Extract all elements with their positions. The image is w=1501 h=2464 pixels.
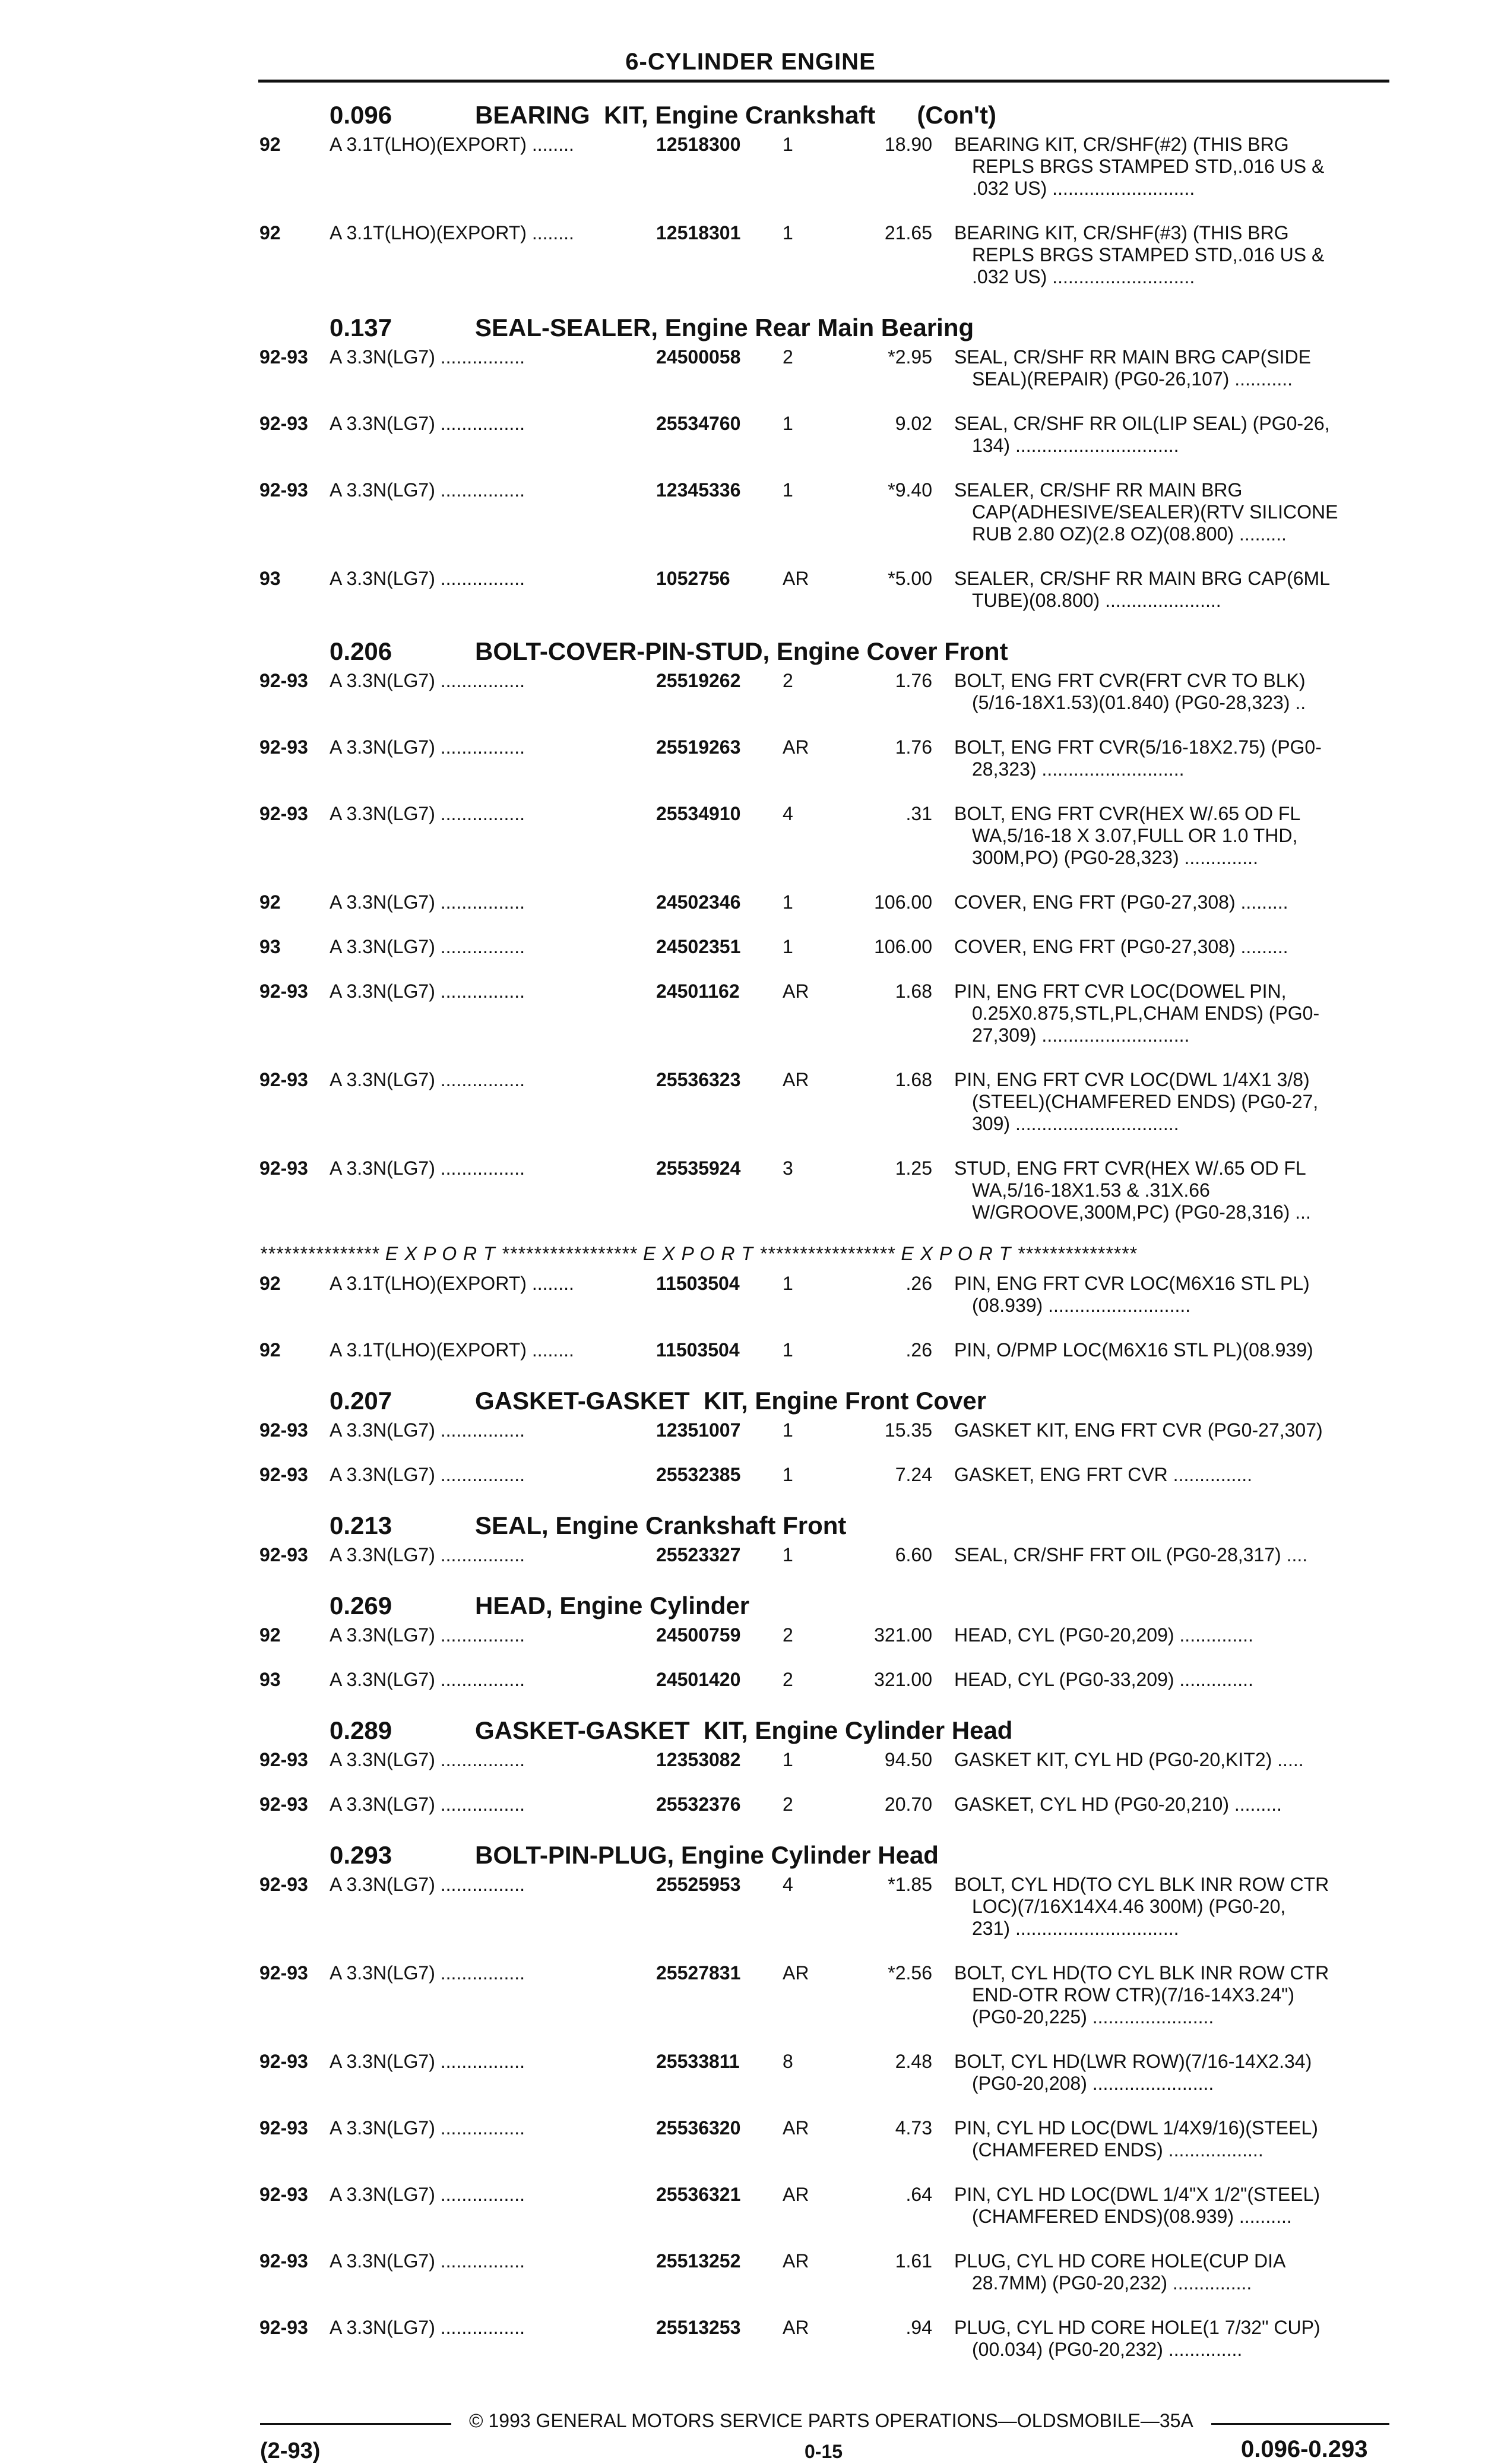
quantity: 1 xyxy=(783,891,793,913)
model-year: 92 xyxy=(259,1273,281,1294)
price: *5.00 xyxy=(888,568,932,589)
price: *1.85 xyxy=(888,1874,932,1895)
application: A 3.3N(LG7) ................ xyxy=(330,1874,525,1895)
model-year: 92-93 xyxy=(259,2250,308,2272)
description-line: SEALER, CR/SHF RR MAIN BRG xyxy=(954,479,1243,501)
description-line: PIN, O/PMP LOC(M6X16 STL PL)(08.939) xyxy=(954,1339,1313,1361)
application: A 3.3N(LG7) ................ xyxy=(330,1669,525,1690)
application: A 3.3N(LG7) ................ xyxy=(330,1464,525,1485)
description xyxy=(954,1273,1391,1317)
price: .64 xyxy=(905,2184,932,2205)
model-year: 92-93 xyxy=(259,980,308,1002)
application: A 3.3N(LG7) ................ xyxy=(330,479,525,501)
model-year: 92-93 xyxy=(259,1464,308,1485)
part-number: 25519263 xyxy=(656,736,741,758)
quantity: 1 xyxy=(783,1464,793,1485)
description-line: BEARING KIT, CR/SHF(#2) (THIS BRG xyxy=(954,134,1289,155)
description xyxy=(954,2250,1391,2294)
price: 18.90 xyxy=(884,134,932,155)
application: A 3.3N(LG7) ................ xyxy=(330,891,525,913)
part-number: 25513253 xyxy=(656,2317,741,2338)
description-line: 309) ............................... xyxy=(972,1113,1179,1134)
application: A 3.3N(LG7) ................ xyxy=(330,1419,525,1441)
quantity: AR xyxy=(783,1069,809,1090)
description xyxy=(954,2317,1391,2361)
description-line: PIN, ENG FRT CVR LOC(DOWEL PIN, xyxy=(954,980,1287,1002)
part-number: 25533811 xyxy=(656,2051,740,2072)
model-year: 92-93 xyxy=(259,346,308,368)
model-year: 92 xyxy=(259,1624,281,1646)
quantity: AR xyxy=(783,568,809,589)
quantity: 3 xyxy=(783,1157,793,1179)
part-number: 25536323 xyxy=(656,1069,741,1090)
footer-copyright: © 1993 GENERAL MOTORS SERVICE PARTS OPERATIONS—OLDSMOBILE—35A xyxy=(469,2410,1193,2431)
description xyxy=(954,736,1391,780)
model-year: 92 xyxy=(259,1339,281,1361)
description-line: BEARING KIT, CR/SHF(#3) (THIS BRG xyxy=(954,222,1289,243)
application: A 3.3N(LG7) ................ xyxy=(330,1794,525,1815)
part-number: 24501420 xyxy=(656,1669,741,1690)
part-number: 25527831 xyxy=(656,1962,741,1984)
quantity: 1 xyxy=(783,222,793,243)
price: 9.02 xyxy=(895,413,932,434)
description xyxy=(954,2051,1391,2095)
section-number: 0.289 xyxy=(330,1716,392,1744)
description-line: SEAL, CR/SHF RR MAIN BRG CAP(SIDE xyxy=(954,346,1311,368)
description xyxy=(954,1419,1391,1441)
model-year: 92-93 xyxy=(259,736,308,758)
quantity: AR xyxy=(783,2250,809,2272)
application: A 3.3N(LG7) ................ xyxy=(330,980,525,1002)
description-line: (5/16-18X1.53)(01.840) (PG0-28,323) .. xyxy=(972,692,1306,713)
price: 106.00 xyxy=(874,936,932,957)
part-number: 25525953 xyxy=(656,1874,741,1895)
part-number: 12345336 xyxy=(656,479,741,501)
section-title: HEAD, Engine Cylinder xyxy=(475,1592,750,1620)
description-line: GASKET, CYL HD (PG0-20,210) ......... xyxy=(954,1794,1282,1815)
section-number: 0.096 xyxy=(330,101,392,129)
price: 94.50 xyxy=(884,1749,932,1770)
description-line: COVER, ENG FRT (PG0-27,308) ......... xyxy=(954,891,1288,913)
description-line: GASKET KIT, ENG FRT CVR (PG0-27,307) xyxy=(954,1419,1323,1441)
quantity: 1 xyxy=(783,1419,793,1441)
quantity: 2 xyxy=(783,1794,793,1815)
description-line: .032 US) ........................... xyxy=(972,178,1195,199)
application: A 3.1T(LHO)(EXPORT) ........ xyxy=(330,1339,574,1361)
description xyxy=(954,1069,1391,1135)
description-line: WA,5/16-18 X 3.07,FULL OR 1.0 THD, xyxy=(972,825,1298,846)
price: *2.95 xyxy=(888,346,932,368)
description-line: PIN, CYL HD LOC(DWL 1/4X9/16)(STEEL) xyxy=(954,2117,1318,2139)
footer-page-number: 0-15 xyxy=(805,2441,843,2462)
part-number: 25513252 xyxy=(656,2250,741,2272)
price: .26 xyxy=(905,1273,932,1294)
application: A 3.3N(LG7) ................ xyxy=(330,1749,525,1770)
part-number: 24501162 xyxy=(656,980,740,1002)
description xyxy=(954,134,1391,200)
description xyxy=(954,670,1391,714)
footer-rule-left xyxy=(260,2423,451,2425)
quantity: 2 xyxy=(783,1624,793,1646)
description xyxy=(954,980,1391,1046)
part-number: 12518300 xyxy=(656,134,741,155)
section-number: 0.293 xyxy=(330,1841,392,1869)
part-number: 1052756 xyxy=(656,568,730,589)
application: A 3.3N(LG7) ................ xyxy=(330,2184,525,2205)
part-number: 25536320 xyxy=(656,2117,741,2139)
section-title: SEAL-SEALER, Engine Rear Main Bearing xyxy=(475,314,974,341)
price: 321.00 xyxy=(874,1669,932,1690)
description-line: PIN, ENG FRT CVR LOC(DWL 1/4X1 3/8) xyxy=(954,1069,1310,1090)
description xyxy=(954,413,1391,457)
model-year: 92-93 xyxy=(259,2184,308,2205)
part-number: 25532385 xyxy=(656,1464,741,1485)
price: *2.56 xyxy=(888,1962,932,1984)
model-year: 92-93 xyxy=(259,803,308,824)
quantity: 1 xyxy=(783,479,793,501)
model-year: 93 xyxy=(259,1669,281,1690)
description xyxy=(954,2117,1391,2161)
description-line: .032 US) ........................... xyxy=(972,266,1195,287)
model-year: 93 xyxy=(259,568,281,589)
description-line: PLUG, CYL HD CORE HOLE(1 7/32" CUP) xyxy=(954,2317,1320,2338)
description-line: 300M,PO) (PG0-28,323) .............. xyxy=(972,847,1258,868)
price: 106.00 xyxy=(874,891,932,913)
price: 4.73 xyxy=(895,2117,932,2139)
application: A 3.3N(LG7) ................ xyxy=(330,2317,525,2338)
model-year: 92-93 xyxy=(259,2051,308,2072)
part-number: 12518301 xyxy=(656,222,741,243)
application: A 3.3N(LG7) ................ xyxy=(330,2051,525,2072)
description xyxy=(954,346,1391,390)
description-line: REPLS BRGS STAMPED STD,.016 US & xyxy=(972,156,1325,177)
quantity: AR xyxy=(783,980,809,1002)
application: A 3.3N(LG7) ................ xyxy=(330,803,525,824)
quantity: AR xyxy=(783,736,809,758)
section-title: GASKET-GASKET KIT, Engine Front Cover xyxy=(475,1387,987,1415)
application: A 3.3N(LG7) ................ xyxy=(330,568,525,589)
footer-rule-right xyxy=(1211,2423,1389,2425)
part-number: 11503504 xyxy=(656,1339,740,1361)
quantity: 4 xyxy=(783,1874,793,1895)
application: A 3.3N(LG7) ................ xyxy=(330,670,525,691)
description xyxy=(954,568,1391,612)
description-line: REPLS BRGS STAMPED STD,.016 US & xyxy=(972,244,1325,265)
part-number: 24502346 xyxy=(656,891,741,913)
description xyxy=(954,1669,1391,1691)
description xyxy=(954,1624,1391,1646)
price: .94 xyxy=(905,2317,932,2338)
section-number: 0.269 xyxy=(330,1592,392,1620)
header-rule xyxy=(258,80,1389,83)
description-line: 27,309) ............................ xyxy=(972,1024,1190,1046)
description xyxy=(954,891,1391,913)
section-title: BOLT-PIN-PLUG, Engine Cylinder Head xyxy=(475,1841,939,1869)
description-line: SEALER, CR/SHF RR MAIN BRG CAP(6ML xyxy=(954,568,1330,589)
description-line: BOLT, CYL HD(TO CYL BLK INR ROW CTR xyxy=(954,1874,1329,1895)
model-year: 92-93 xyxy=(259,1749,308,1770)
description-line: BOLT, ENG FRT CVR(HEX W/.65 OD FL xyxy=(954,803,1301,824)
model-year: 92-93 xyxy=(259,2317,308,2338)
model-year: 92-93 xyxy=(259,1874,308,1895)
quantity: 1 xyxy=(783,1749,793,1770)
page-title: 6-CYLINDER ENGINE xyxy=(625,49,876,75)
price: 1.68 xyxy=(895,980,932,1002)
quantity: 1 xyxy=(783,1339,793,1361)
description-line: PIN, ENG FRT CVR LOC(M6X16 STL PL) xyxy=(954,1273,1310,1294)
description xyxy=(954,1794,1391,1815)
application: A 3.3N(LG7) ................ xyxy=(330,936,525,957)
description xyxy=(954,222,1391,288)
model-year: 92-93 xyxy=(259,413,308,434)
price: 1.61 xyxy=(895,2250,932,2272)
model-year: 93 xyxy=(259,936,281,957)
part-number: 24502351 xyxy=(656,936,741,957)
quantity: 2 xyxy=(783,346,793,368)
description-line: (00.034) (PG0-20,232) .............. xyxy=(972,2339,1243,2360)
footer-date: (2-93) xyxy=(260,2438,321,2463)
description-line: (CHAMFERED ENDS)(08.939) .......... xyxy=(972,2206,1292,2227)
description xyxy=(954,1874,1391,1940)
model-year: 92-93 xyxy=(259,2117,308,2139)
description-line: 28.7MM) (PG0-20,232) ............... xyxy=(972,2272,1252,2294)
description-line: GASKET, ENG FRT CVR ............... xyxy=(954,1464,1253,1485)
description-line: 231) ............................... xyxy=(972,1918,1179,1939)
model-year: 92-93 xyxy=(259,1544,308,1565)
description xyxy=(954,803,1391,869)
model-year: 92-93 xyxy=(259,670,308,691)
part-number: 24500058 xyxy=(656,346,741,368)
price: 1.25 xyxy=(895,1157,932,1179)
quantity: 1 xyxy=(783,134,793,155)
part-number: 12351007 xyxy=(656,1419,741,1441)
application: A 3.3N(LG7) ................ xyxy=(330,1069,525,1090)
price: .26 xyxy=(905,1339,932,1361)
description-line: 0.25X0.875,STL,PL,CHAM ENDS) (PG0- xyxy=(972,1002,1320,1024)
model-year: 92 xyxy=(259,134,281,155)
description-line: (STEEL)(CHAMFERED ENDS) (PG0-27, xyxy=(972,1091,1319,1112)
model-year: 92-93 xyxy=(259,1069,308,1090)
model-year: 92-93 xyxy=(259,1157,308,1179)
description-line: (CHAMFERED ENDS) .................. xyxy=(972,2139,1264,2161)
application: A 3.3N(LG7) ................ xyxy=(330,1624,525,1646)
section-number: 0.137 xyxy=(330,314,392,341)
description xyxy=(954,1157,1391,1223)
application: A 3.1T(LHO)(EXPORT) ........ xyxy=(330,134,574,155)
application: A 3.1T(LHO)(EXPORT) ........ xyxy=(330,1273,574,1294)
description-line: LOC)(7/16X14X4.46 300M) (PG0-20, xyxy=(972,1896,1286,1917)
description-line: GASKET KIT, CYL HD (PG0-20,KIT2) ..... xyxy=(954,1749,1304,1770)
description-line: STUD, ENG FRT CVR(HEX W/.65 OD FL xyxy=(954,1157,1306,1179)
section-title: SEAL, Engine Crankshaft Front xyxy=(475,1511,847,1539)
section-number: 0.207 xyxy=(330,1387,392,1415)
description-line: W/GROOVE,300M,PC) (PG0-28,316) ... xyxy=(972,1201,1311,1223)
description-line: SEAL, CR/SHF FRT OIL (PG0-28,317) .... xyxy=(954,1544,1308,1565)
price: 6.60 xyxy=(895,1544,932,1565)
part-number: 25523327 xyxy=(656,1544,741,1565)
section-title: BOLT-COVER-PIN-STUD, Engine Cover Front xyxy=(475,637,1008,665)
part-number: 25534760 xyxy=(656,413,741,434)
description-line: SEAL, CR/SHF RR OIL(LIP SEAL) (PG0-26, xyxy=(954,413,1330,434)
description xyxy=(954,1339,1391,1361)
quantity: AR xyxy=(783,2184,809,2205)
part-number: 25536321 xyxy=(656,2184,741,2205)
application: A 3.3N(LG7) ................ xyxy=(330,1962,525,1984)
description-line: (PG0-20,225) ....................... xyxy=(972,2006,1214,2027)
part-number: 11503504 xyxy=(656,1273,740,1294)
quantity: 8 xyxy=(783,2051,793,2072)
model-year: 92-93 xyxy=(259,1962,308,1984)
price: 21.65 xyxy=(884,222,932,243)
description-line: WA,5/16-18X1.53 & .31X.66 xyxy=(972,1179,1210,1201)
price: 321.00 xyxy=(874,1624,932,1646)
part-number: 25535924 xyxy=(656,1157,741,1179)
part-number: 12353082 xyxy=(656,1749,741,1770)
quantity: AR xyxy=(783,2117,809,2139)
description-line: 28,323) ........................... xyxy=(972,758,1185,780)
description-line: BOLT, CYL HD(TO CYL BLK INR ROW CTR xyxy=(954,1962,1329,1984)
description-line: HEAD, CYL (PG0-33,209) .............. xyxy=(954,1669,1253,1690)
description-line: HEAD, CYL (PG0-20,209) .............. xyxy=(954,1624,1253,1646)
description-line: BOLT, ENG FRT CVR(FRT CVR TO BLK) xyxy=(954,670,1306,691)
model-year: 92 xyxy=(259,891,281,913)
application: A 3.3N(LG7) ................ xyxy=(330,1157,525,1179)
description xyxy=(954,1544,1391,1566)
description-line: (PG0-20,208) ....................... xyxy=(972,2073,1214,2094)
quantity: 2 xyxy=(783,1669,793,1690)
description-line: BOLT, ENG FRT CVR(5/16-18X2.75) (PG0- xyxy=(954,736,1322,758)
quantity: 1 xyxy=(783,1273,793,1294)
quantity: 1 xyxy=(783,1544,793,1565)
description-line: COVER, ENG FRT (PG0-27,308) ......... xyxy=(954,936,1288,957)
description xyxy=(954,936,1391,958)
part-number: 25519262 xyxy=(656,670,741,691)
description-line: 134) ............................... xyxy=(972,435,1179,456)
section-number: 0.213 xyxy=(330,1511,392,1539)
price: .31 xyxy=(905,803,932,824)
part-number: 25534910 xyxy=(656,803,741,824)
application: A 3.3N(LG7) ................ xyxy=(330,2250,525,2272)
description xyxy=(954,1962,1391,2028)
footer-range: 0.096-0.293 xyxy=(1241,2436,1368,2462)
section-title: BEARING KIT, Engine Crankshaft (Con't) xyxy=(475,101,997,129)
description-line: BOLT, CYL HD(LWR ROW)(7/16-14X2.34) xyxy=(954,2051,1312,2072)
model-year: 92-93 xyxy=(259,1794,308,1815)
quantity: 4 xyxy=(783,803,793,824)
model-year: 92-93 xyxy=(259,1419,308,1441)
description xyxy=(954,2184,1391,2228)
description-line: TUBE)(08.800) ...................... xyxy=(972,590,1221,611)
description xyxy=(954,1464,1391,1486)
description-line: PLUG, CYL HD CORE HOLE(CUP DIA xyxy=(954,2250,1286,2272)
price: 20.70 xyxy=(884,1794,932,1815)
price: 1.68 xyxy=(895,1069,932,1090)
description xyxy=(954,479,1391,545)
description-line: END-OTR ROW CTR)(7/16-14X3.24") xyxy=(972,1984,1294,2006)
part-number: 25532376 xyxy=(656,1794,741,1815)
price: 2.48 xyxy=(895,2051,932,2072)
model-year: 92-93 xyxy=(259,479,308,501)
section-title: GASKET-GASKET KIT, Engine Cylinder Head xyxy=(475,1716,1013,1744)
price: 1.76 xyxy=(895,670,932,691)
application: A 3.1T(LHO)(EXPORT) ........ xyxy=(330,222,574,243)
application: A 3.3N(LG7) ................ xyxy=(330,2117,525,2139)
description-line: SEAL)(REPAIR) (PG0-26,107) ........... xyxy=(972,368,1293,390)
price: *9.40 xyxy=(888,479,932,501)
part-number: 24500759 xyxy=(656,1624,741,1646)
description xyxy=(954,1749,1391,1771)
price: 15.35 xyxy=(884,1419,932,1441)
description-line: PIN, CYL HD LOC(DWL 1/4"X 1/2"(STEEL) xyxy=(954,2184,1320,2205)
quantity: AR xyxy=(783,2317,809,2338)
export-banner: *************** E X P O R T ***************** E X P O R T ***************** E X P O R T *************** xyxy=(259,1243,1137,1264)
application: A 3.3N(LG7) ................ xyxy=(330,413,525,434)
description-line: (08.939) ........................... xyxy=(972,1295,1191,1316)
quantity: 2 xyxy=(783,670,793,691)
description-line: CAP(ADHESIVE/SEALER)(RTV SILICONE xyxy=(972,501,1338,523)
application: A 3.3N(LG7) ................ xyxy=(330,346,525,368)
application: A 3.3N(LG7) ................ xyxy=(330,736,525,758)
price: 7.24 xyxy=(895,1464,932,1485)
quantity: 1 xyxy=(783,936,793,957)
price: 1.76 xyxy=(895,736,932,758)
application: A 3.3N(LG7) ................ xyxy=(330,1544,525,1565)
section-number: 0.206 xyxy=(330,637,392,665)
description-line: RUB 2.80 OZ)(2.8 OZ)(08.800) ......... xyxy=(972,523,1287,545)
model-year: 92 xyxy=(259,222,281,243)
quantity: AR xyxy=(783,1962,809,1984)
quantity: 1 xyxy=(783,413,793,434)
